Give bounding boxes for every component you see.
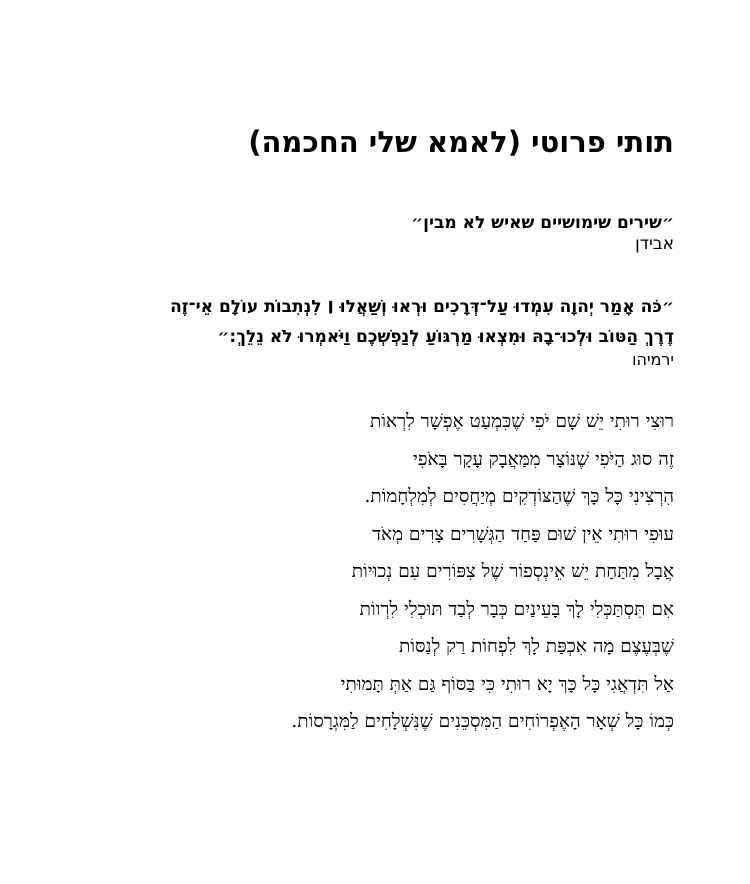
poem-line: עוּפִי רוּתִי אֵין שׁוּם פַּחַד הַגְּשָׁרִים צָרִים מְאֹד <box>372 523 674 545</box>
epigraph-verse-line: דֶרֶךְ הַטּוֹב וּלְכוּ־בָהּ וּמִצְאוּ מַרְגּוֹעַ לְנַפְשְׁכֶם וַיֹּאמְרוּ לֹא נֵלֵךְ:״ <box>217 327 674 347</box>
epigraph-verse-line: ״כֹּה אָמַר יְהוָה עִמְדוּ עַל־דְּרָכִים וּרְאוּ וְשַׁאֲלוּ ׀ לִנְתִבוֹת עוֹלָם אֵי־זֶה <box>170 297 674 317</box>
poem-line: אֲבָל מִתַּחַת יֵשׁ אֵינְסְפוֹר שֶׁל צִפּוֹרִים עִם נְכוּיוֹת <box>351 561 674 582</box>
poem-line: כְּמוֹ כָּל שְׁאָר הָאֶפְרוֹחִים הַמִּסְכֵּנִים שֶׁנִּשְׁלָחִים לַמִּגְרָסוֹת. <box>291 711 674 732</box>
poem-line: אִם תִּסְתַּכְּלִי לָךְ בָּעֵינַיִם כְּבָר לְבַד תּוּכְלִי לִרְווֹת <box>359 598 674 620</box>
epigraph-quote: ״שירים שימושיים שאיש לא מבין״ <box>411 213 674 233</box>
poem-line: זֶה סוּג הַיֹּפִי שֶׁנּוֹצָר מִמַּאֲבָק עָקָר בָּאֹפִי <box>413 448 674 470</box>
epigraph-author: ירמיהו <box>632 350 674 369</box>
epigraph-author: אבידן <box>635 234 674 254</box>
poem-line: רוּצִי רוּתִי יֵשׁ שָׁם יֹפִי שֶׁכִּמְעַט אֶפְשָׁר לִרְאוֹת <box>369 411 674 432</box>
poem-title: תותי פרוטי (לאמא שלי החכמה) <box>248 125 674 159</box>
poem-line: אַל תִּדְאֲגִי כָּל כָּךְ יָא רוּתִי כִּי בַּסּוֹף גַּם אַתְּ תָּמוּתִי <box>340 673 674 695</box>
epigraph-jeremiah <box>170 292 674 370</box>
poem-body <box>291 407 674 745</box>
poem-line: הִרְצִינִי כָּל כָּךְ שֶׁהַצּוֹדְקִים מְיַחֲסִים לְמִלְחָמוֹת. <box>364 486 674 507</box>
epigraph-avidan <box>411 212 674 254</box>
poem-line: שֶׁבְּעֶצֶם מָה אִכְפַּת לָךְ לִפְחוֹת רַק לְנַסּוֹת <box>399 636 674 657</box>
